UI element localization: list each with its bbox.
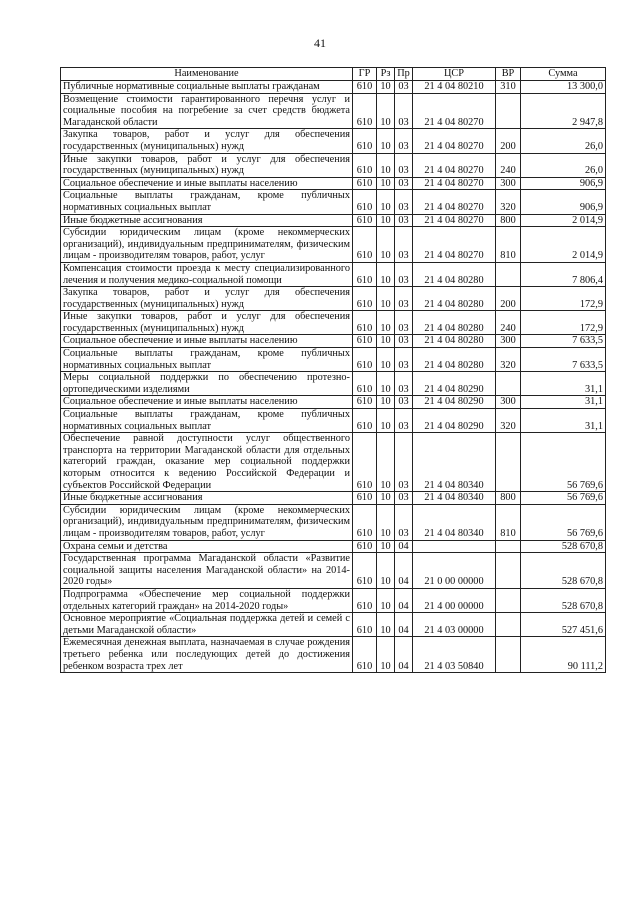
cell-sum: 26,0 [521,129,606,153]
cell-sum: 31,1 [521,409,606,433]
cell-sum: 2 014,9 [521,227,606,263]
cell-pr: 03 [395,190,413,214]
cell-name: Основное мероприятие «Социальная поддержка детей и семей с детьми Магаданской области» [61,613,353,637]
cell-csr: 21 4 04 80340 [413,504,496,540]
cell-csr: 21 4 04 80210 [413,81,496,94]
cell-pr: 03 [395,311,413,335]
cell-pr: 03 [395,504,413,540]
header-vr: ВР [496,68,521,81]
table-row [61,81,606,94]
cell-csr: 21 4 03 50840 [413,637,496,673]
cell-gr: 610 [353,311,377,335]
table-row [61,335,606,348]
cell-rz: 10 [377,348,395,372]
cell-csr: 21 4 04 80290 [413,372,496,396]
cell-csr: 21 4 00 00000 [413,588,496,612]
table-row [61,129,606,153]
header-csr: ЦСР [413,68,496,81]
cell-pr: 03 [395,214,413,227]
table-row [61,153,606,177]
cell-rz: 10 [377,214,395,227]
cell-csr: 21 4 04 80270 [413,214,496,227]
cell-gr: 610 [353,553,377,589]
cell-name: Государственная программа Магаданской области «Развитие социальной защиты населения Магаданской области» на 2014-2020 годы» [61,553,353,589]
cell-rz: 10 [377,433,395,492]
cell-gr: 610 [353,348,377,372]
cell-rz: 10 [377,372,395,396]
cell-pr: 03 [395,348,413,372]
cell-gr: 610 [353,129,377,153]
header-rz: Рз [377,68,395,81]
cell-vr: 300 [496,396,521,409]
cell-gr: 610 [353,227,377,263]
header-name: Наименование [61,68,353,81]
cell-gr: 610 [353,262,377,286]
cell-pr: 03 [395,81,413,94]
cell-name: Иные закупки товаров, работ и услуг для обеспечения государственных (муниципальных) нужд [61,153,353,177]
table-row [61,613,606,637]
cell-gr: 610 [353,93,377,129]
cell-sum: 90 111,2 [521,637,606,673]
table-row [61,637,606,673]
cell-gr: 610 [353,177,377,190]
cell-sum: 7 633,5 [521,335,606,348]
cell-csr: 21 4 04 80340 [413,433,496,492]
cell-sum: 7 633,5 [521,348,606,372]
cell-csr: 21 4 04 80270 [413,129,496,153]
cell-pr: 03 [395,335,413,348]
cell-rz: 10 [377,335,395,348]
table-row [61,348,606,372]
cell-pr: 04 [395,553,413,589]
table-row [61,504,606,540]
cell-gr: 610 [353,637,377,673]
cell-vr [496,637,521,673]
cell-sum: 528 670,8 [521,553,606,589]
cell-vr: 810 [496,227,521,263]
cell-csr: 21 4 04 80270 [413,190,496,214]
cell-vr: 320 [496,190,521,214]
cell-pr: 04 [395,613,413,637]
cell-name: Охрана семьи и детства [61,540,353,553]
header-pr: Пр [395,68,413,81]
header-gr: ГР [353,68,377,81]
cell-vr [496,262,521,286]
cell-name: Субсидии юридическим лицам (кроме некоммерческих организаций), индивидуальным предпринимателям, физическим лицам - производителям товаров, работ, услуг [61,227,353,263]
table-row [61,287,606,311]
cell-vr [496,553,521,589]
cell-pr: 04 [395,588,413,612]
cell-rz: 10 [377,553,395,589]
cell-sum: 172,9 [521,287,606,311]
cell-rz: 10 [377,311,395,335]
cell-gr: 610 [353,433,377,492]
cell-vr: 320 [496,409,521,433]
cell-gr: 610 [353,396,377,409]
cell-gr: 610 [353,504,377,540]
cell-vr [496,540,521,553]
cell-sum: 56 769,6 [521,492,606,505]
cell-vr: 300 [496,177,521,190]
cell-vr: 310 [496,81,521,94]
table-row [61,553,606,589]
header-sum: Сумма [521,68,606,81]
cell-sum: 528 670,8 [521,540,606,553]
cell-vr: 800 [496,214,521,227]
cell-name: Иные закупки товаров, работ и услуг для обеспечения государственных (муниципальных) нужд [61,311,353,335]
cell-sum: 906,9 [521,190,606,214]
cell-sum: 56 769,6 [521,433,606,492]
cell-gr: 610 [353,492,377,505]
cell-rz: 10 [377,504,395,540]
cell-gr: 610 [353,372,377,396]
cell-rz: 10 [377,81,395,94]
cell-rz: 10 [377,540,395,553]
cell-gr: 610 [353,540,377,553]
cell-csr: 21 4 04 80270 [413,177,496,190]
cell-name: Подпрограмма «Обеспечение мер социальной поддержки отдельных категорий граждан» на 2014-2020 годы» [61,588,353,612]
table-body [61,81,606,673]
cell-name: Ежемесячная денежная выплата, назначаемая в случае рождения третьего ребенка или последующих детей до достижения ребенком возраста трех лет [61,637,353,673]
cell-name: Закупка товаров, работ и услуг для обеспечения государственных (муниципальных) нужд [61,287,353,311]
cell-vr [496,372,521,396]
cell-name: Социальное обеспечение и иные выплаты населению [61,396,353,409]
cell-gr: 610 [353,190,377,214]
cell-rz: 10 [377,396,395,409]
cell-csr [413,540,496,553]
cell-vr: 240 [496,311,521,335]
cell-sum: 26,0 [521,153,606,177]
cell-pr: 03 [395,287,413,311]
cell-csr: 21 4 04 80280 [413,335,496,348]
cell-gr: 610 [353,287,377,311]
cell-rz: 10 [377,492,395,505]
cell-rz: 10 [377,190,395,214]
cell-rz: 10 [377,613,395,637]
cell-vr: 200 [496,129,521,153]
cell-pr: 04 [395,540,413,553]
cell-csr: 21 4 04 80280 [413,287,496,311]
cell-sum: 56 769,6 [521,504,606,540]
cell-vr: 810 [496,504,521,540]
cell-vr: 300 [496,335,521,348]
table-row [61,227,606,263]
cell-csr: 21 4 04 80280 [413,348,496,372]
cell-csr: 21 4 04 80270 [413,153,496,177]
table-row [61,93,606,129]
cell-name: Иные бюджетные ассигнования [61,214,353,227]
table-row [61,311,606,335]
table-row [61,492,606,505]
cell-vr: 200 [496,287,521,311]
cell-name: Закупка товаров, работ и услуг для обеспечения государственных (муниципальных) нужд [61,129,353,153]
cell-pr: 03 [395,409,413,433]
cell-name: Субсидии юридическим лицам (кроме некоммерческих организаций), индивидуальным предпринимателям, физическим лицам - производителям товаров, работ, услуг [61,504,353,540]
cell-name: Социальные выплаты гражданам, кроме публичных нормативных социальных выплат [61,348,353,372]
cell-vr: 800 [496,492,521,505]
cell-gr: 610 [353,409,377,433]
cell-rz: 10 [377,287,395,311]
cell-pr: 03 [395,492,413,505]
cell-name: Публичные нормативные социальные выплаты гражданам [61,81,353,94]
table-row [61,588,606,612]
cell-csr: 21 4 03 00000 [413,613,496,637]
cell-sum: 2 014,9 [521,214,606,227]
cell-csr: 21 4 04 80290 [413,409,496,433]
cell-rz: 10 [377,153,395,177]
cell-pr: 03 [395,262,413,286]
cell-pr: 03 [395,227,413,263]
cell-csr: 21 4 04 80290 [413,396,496,409]
cell-pr: 03 [395,129,413,153]
cell-sum: 172,9 [521,311,606,335]
cell-name: Социальное обеспечение и иные выплаты населению [61,177,353,190]
cell-name: Возмещение стоимости гарантированного перечня услуг и социальные пособия на погребение за счет средств бюджета Магаданской области [61,93,353,129]
cell-pr: 03 [395,153,413,177]
cell-sum: 13 300,0 [521,81,606,94]
cell-rz: 10 [377,129,395,153]
cell-rz: 10 [377,177,395,190]
table-row [61,409,606,433]
cell-csr: 21 4 04 80280 [413,262,496,286]
cell-rz: 10 [377,588,395,612]
cell-vr [496,433,521,492]
cell-pr: 03 [395,433,413,492]
cell-pr: 03 [395,93,413,129]
cell-pr: 03 [395,177,413,190]
cell-sum: 528 670,8 [521,588,606,612]
cell-name: Иные бюджетные ассигнования [61,492,353,505]
cell-name: Социальные выплаты гражданам, кроме публичных нормативных социальных выплат [61,409,353,433]
table-row [61,190,606,214]
cell-vr [496,588,521,612]
table-row [61,540,606,553]
cell-rz: 10 [377,262,395,286]
cell-name: Компенсация стоимости проезда к месту специализированного лечения и получения медико-социальной помощи [61,262,353,286]
table-row [61,372,606,396]
cell-csr: 21 0 00 00000 [413,553,496,589]
table-row [61,262,606,286]
cell-rz: 10 [377,409,395,433]
cell-rz: 10 [377,637,395,673]
cell-sum: 2 947,8 [521,93,606,129]
table-row [61,396,606,409]
cell-vr [496,93,521,129]
cell-gr: 610 [353,588,377,612]
cell-sum: 31,1 [521,372,606,396]
cell-csr: 21 4 04 80270 [413,227,496,263]
table-row [61,433,606,492]
table-row [61,214,606,227]
cell-sum: 906,9 [521,177,606,190]
table-row [61,177,606,190]
cell-gr: 610 [353,613,377,637]
cell-gr: 610 [353,153,377,177]
cell-name: Меры социальной поддержки по обеспечению протезно-ортопедическими изделиями [61,372,353,396]
budget-table [60,67,606,673]
cell-sum: 527 451,6 [521,613,606,637]
cell-rz: 10 [377,227,395,263]
page-number: 41 [314,36,326,50]
cell-gr: 610 [353,335,377,348]
cell-name: Социальные выплаты гражданам, кроме публичных нормативных социальных выплат [61,190,353,214]
cell-pr: 03 [395,396,413,409]
cell-name: Социальное обеспечение и иные выплаты населению [61,335,353,348]
table-header-row [61,68,606,81]
cell-gr: 610 [353,81,377,94]
cell-csr: 21 4 04 80270 [413,93,496,129]
cell-vr: 320 [496,348,521,372]
cell-sum: 31,1 [521,396,606,409]
cell-rz: 10 [377,93,395,129]
cell-name: Обеспечение равной доступности услуг общественного транспорта на территории Магаданской области для отдельных категорий граждан, оказание мер социальной поддержки которым относится к ведению Российской Федерации и субъектов Российской Федерации [61,433,353,492]
cell-sum: 7 806,4 [521,262,606,286]
cell-vr [496,613,521,637]
cell-pr: 04 [395,637,413,673]
cell-vr: 240 [496,153,521,177]
cell-csr: 21 4 04 80280 [413,311,496,335]
cell-pr: 03 [395,372,413,396]
cell-csr: 21 4 04 80340 [413,492,496,505]
cell-gr: 610 [353,214,377,227]
